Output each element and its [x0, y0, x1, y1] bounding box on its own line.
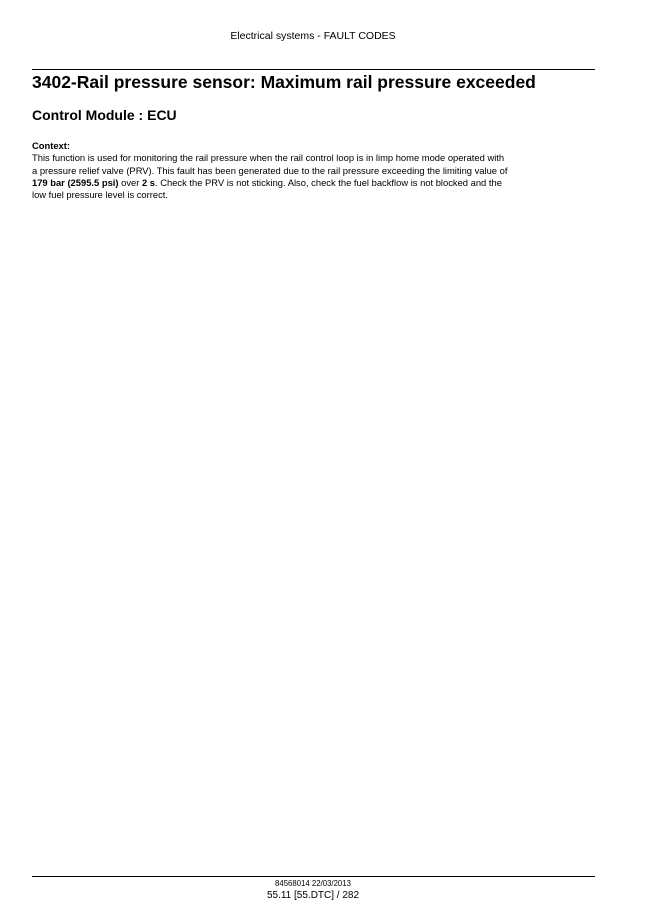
control-module-line: [32, 107, 177, 124]
context-line-3: [32, 177, 595, 189]
header-rule: [32, 69, 595, 70]
running-header: Electrical systems - FAULT CODES: [230, 30, 396, 42]
footer-rule: [32, 876, 595, 877]
control-module-separator: :: [138, 107, 144, 123]
fault-title: 3402-Rail pressure sensor: Maximum rail pressure exceeded: [32, 72, 536, 92]
context-line-4: low fuel pressure level is correct.: [32, 189, 168, 201]
duration-value: 2 s: [141, 176, 156, 188]
limit-value: 179 bar (2595.5 psi): [32, 176, 119, 188]
context-body: [32, 152, 595, 201]
control-module-label: Control Module: [32, 107, 135, 123]
over-text: over: [118, 176, 142, 188]
control-module-value: ECU: [147, 107, 177, 123]
context-line-2: a pressure relief valve (PRV). This fault has been generated due to the rail pressure exceeding the limiting value of: [32, 164, 508, 176]
footer-page-ref: 55.11 [55.DTC] / 282: [266, 890, 360, 901]
context-line-3-rest: . Check the PRV is not sticking. Also, check the fuel backflow is not blocked and the: [155, 176, 502, 188]
context-heading: Context:: [32, 140, 71, 151]
context-line-1: This function is used for monitoring the rail pressure when the rail control loop is in limp home mode operated with: [32, 152, 505, 164]
context-section: [32, 140, 595, 201]
footer-doc-meta: 84568014 22/03/2013: [275, 879, 351, 888]
